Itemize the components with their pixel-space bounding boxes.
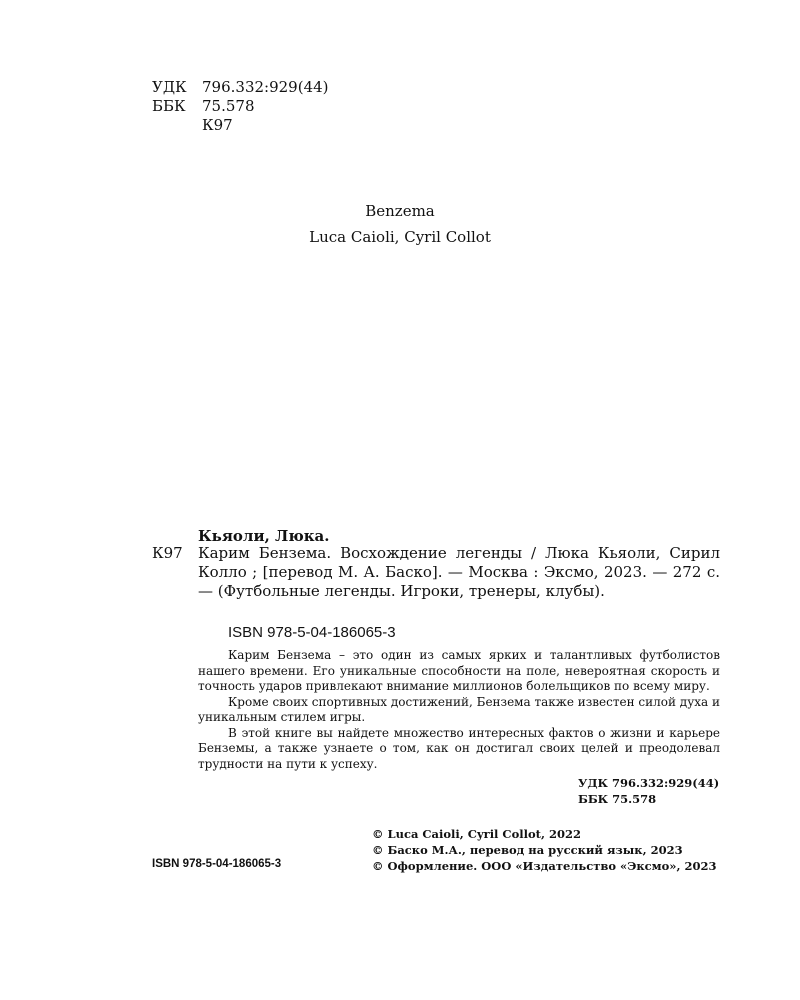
classification-block: [152, 78, 329, 135]
copyright-line: © Luca Caioli, Cyril Collot, 2022: [372, 827, 581, 841]
bbk-value: 75.578: [202, 97, 255, 115]
annotation-bbk: ББК 75.578: [578, 792, 657, 806]
bbk-row: [152, 97, 329, 116]
copyright-line: © Оформление. ООО «Издательство «Эксмо», 2023: [372, 859, 717, 873]
copyright-block: [372, 826, 717, 874]
udk-value: 796.332:929(44): [202, 78, 329, 96]
annotation: [198, 648, 720, 772]
bbk-label: ББК: [152, 97, 186, 115]
copyright-line: © Баско М.А., перевод на русский язык, 2023: [372, 843, 683, 857]
annotation-udk: УДК 796.332:929(44): [578, 776, 720, 790]
bibliographic-description: Карим Бензема. Восхождение легенды / Люка Кьяоли, Сирил Колло ; [перевод М. А. Баско]. — Москва : Эксмо, 2023. — 272 с. — (Футбольные легенды. Игроки, тренеры, клубы).: [198, 544, 720, 600]
bibliographic-author-mark: К97: [152, 544, 183, 562]
annotation-paragraph: Кроме своих спортивных достижений, Бензема также известен силой духа и уникальным стилем игры.: [198, 694, 720, 724]
author-mark: К97: [202, 116, 233, 134]
isbn-footer: ISBN 978-5-04-186065-3: [152, 858, 282, 870]
annotation-paragraph: В этой книге вы найдете множество интересных фактов о жизни и карьере Бенземы, а также узнаете о том, как он достигал своих целей и преодолевал трудности на пути к успеху.: [198, 725, 720, 771]
isbn-main: ISBN 978-5-04-186065-3: [228, 624, 396, 641]
original-title: Benzema: [365, 202, 435, 220]
original-authors: Luca Caioli, Cyril Collot: [309, 228, 491, 246]
annotation-paragraph: Карим Бензема – это один из самых ярких и талантливых футболистов нашего времени. Его уникальные способности на поле, невероятная скорость и точность ударов привлекают внимание миллионов болельщиков по всему миру.: [198, 648, 720, 693]
annotation-codes: [578, 775, 720, 807]
author-mark-row: [152, 116, 329, 135]
udk-row: [152, 78, 329, 97]
author-heading: Кьяоли, Люка.: [198, 527, 330, 545]
udk-label: УДК: [152, 78, 187, 96]
